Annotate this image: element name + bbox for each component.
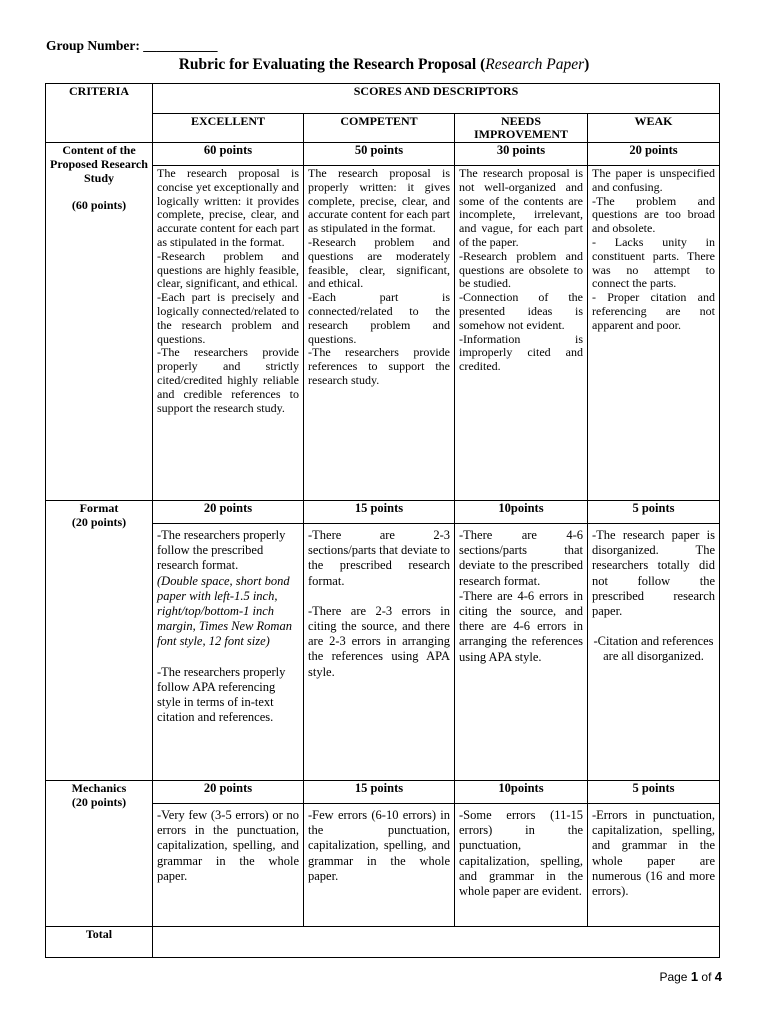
title-end: ) (584, 56, 590, 73)
criteria-header: CRITERIA (46, 84, 153, 143)
footer-page-number: 1 (690, 969, 699, 984)
descriptor-cell: The research proposal is properly written: it gives complete, precise, clear, and accurate content for each part as stipulated in the format. -Research problem and questions are moderately feasible, clear, significant, and ethical. -Each part is connected/related to the research problem and questions. -The researchers provide references to support the research study. (304, 166, 455, 501)
group-number-line (46, 38, 218, 54)
points-cell: 10points (455, 501, 588, 524)
format-excellent-apa: -The researchers properly follow APA referencing style in terms of in-text citation and references. (157, 664, 286, 725)
format-points-row (46, 501, 720, 524)
points-cell: 50 points (304, 143, 455, 166)
criterion-format-label: Format (79, 501, 119, 515)
descriptor-cell (304, 524, 455, 781)
level-needs-improvement: NEEDS IMPROVEMENT (455, 114, 588, 143)
footer-page-word: Page (659, 970, 688, 984)
points-cell: 15 points (304, 781, 455, 804)
points-cell: 10points (455, 781, 588, 804)
total-row (46, 927, 720, 958)
descriptor-cell: The research proposal is concise yet exceptionally and logically written: it provides complete, precise, clear, and accurate content for each part as stipulated in the format. -Research problem and questions are highly feasible, clear, significant, and ethical. -Each part is precisely and logically connected/related to the research problem and questions. -The researchers provide properly and strictly cited/credited highly reliable and credible references to support the research study. (153, 166, 304, 501)
footer-of-word: of (701, 970, 712, 984)
footer-page-total: 4 (714, 969, 722, 984)
title-italic: Research Paper (485, 56, 585, 73)
group-number-label: Group Number: (46, 38, 140, 53)
descriptor-cell: -Very few (3-5 errors) or no errors in the punctuation, capitalization, spelling, and grammar in the whole paper. (153, 804, 304, 927)
points-cell: 20 points (153, 781, 304, 804)
level-competent: COMPETENT (304, 114, 455, 143)
page-footer (659, 969, 722, 984)
criterion-content-points: (60 points) (71, 198, 127, 213)
total-label: Total (46, 927, 153, 958)
descriptor-cell: The paper is unspecified and confusing. -The problem and questions are too broad and obsolete. - Lacks unity in constituent parts. There was no attempt to connect the parts. - Proper citation and referencing are not apparent and poor. (588, 166, 720, 501)
criterion-format-points: (20 points) (71, 514, 127, 529)
points-cell: 60 points (153, 143, 304, 166)
points-cell: 30 points (455, 143, 588, 166)
points-cell: 5 points (588, 501, 720, 524)
rubric-table (45, 83, 720, 958)
level-excellent: EXCELLENT (153, 114, 304, 143)
descriptor-cell: -Errors in punctuation, capitalization, spelling, and grammar in the whole paper are numerous (16 and more errors). (588, 804, 720, 927)
points-cell: 20 points (153, 501, 304, 524)
descriptor-cell: The research proposal is not well-organized and some of the contents are incomplete, irrelevant, and vague, for each part of the paper. -Research problem and questions are obsolete to be studied. -Connection of the presented ideas is somehow not evident. -Information is improperly cited and credited. (455, 166, 588, 501)
format-weak-line: -The research paper is disorganized. The researchers totally did not follow the prescribed research paper. (592, 528, 715, 619)
criterion-mechanics-label: Mechanics (71, 781, 127, 795)
format-excellent-line: -The researchers properly follow the prescribed research format. (157, 528, 286, 573)
descriptor-cell: -Some errors (11-15 errors) in the punctuation, capitalization, spelling, and grammar in the whole paper are evident. (455, 804, 588, 927)
points-cell: 15 points (304, 501, 455, 524)
format-weak-line: -Citation and references are all disorganized. (593, 634, 714, 664)
criterion-format (46, 501, 153, 781)
criterion-content (46, 143, 153, 501)
criterion-content-label: Content of the Proposed Research Study (50, 143, 148, 185)
level-weak: WEAK (588, 114, 720, 143)
page-title (0, 56, 768, 74)
format-competent-line: -There are 2-3 sections/parts that deviate to the prescribed research format. (308, 528, 450, 588)
mechanics-points-row (46, 781, 720, 804)
descriptor-cell (153, 524, 304, 781)
descriptor-cell (588, 524, 720, 781)
descriptor-cell: -There are 4-6 sections/parts that deviate to the prescribed research format. -There are 4-6 errors in citing the source, and there are 4-6 errors in arranging the references using APA style. (455, 524, 588, 781)
descriptor-cell: -Few errors (6-10 errors) in the punctuation, capitalization, spelling, and grammar in the whole paper. (304, 804, 455, 927)
header-row (46, 84, 720, 114)
scores-header: SCORES AND DESCRIPTORS (153, 84, 720, 114)
total-value (153, 927, 720, 958)
criterion-mechanics (46, 781, 153, 927)
format-competent-line: -There are 2-3 errors in citing the source, and there are 2-3 errors in arranging the references using APA style. (308, 603, 450, 679)
title-main: Rubric for Evaluating the Research Proposal ( (178, 56, 486, 73)
content-points-row (46, 143, 720, 166)
group-number-blank: ___________ (143, 38, 218, 53)
criterion-mechanics-points: (20 points) (71, 794, 127, 809)
points-cell: 20 points (588, 143, 720, 166)
points-cell: 5 points (588, 781, 720, 804)
format-excellent-spec: (Double space, short bond paper with left-1.5 inch, right/top/bottom-1 inch margin, Times New Roman font style, 12 font size) (157, 573, 292, 649)
